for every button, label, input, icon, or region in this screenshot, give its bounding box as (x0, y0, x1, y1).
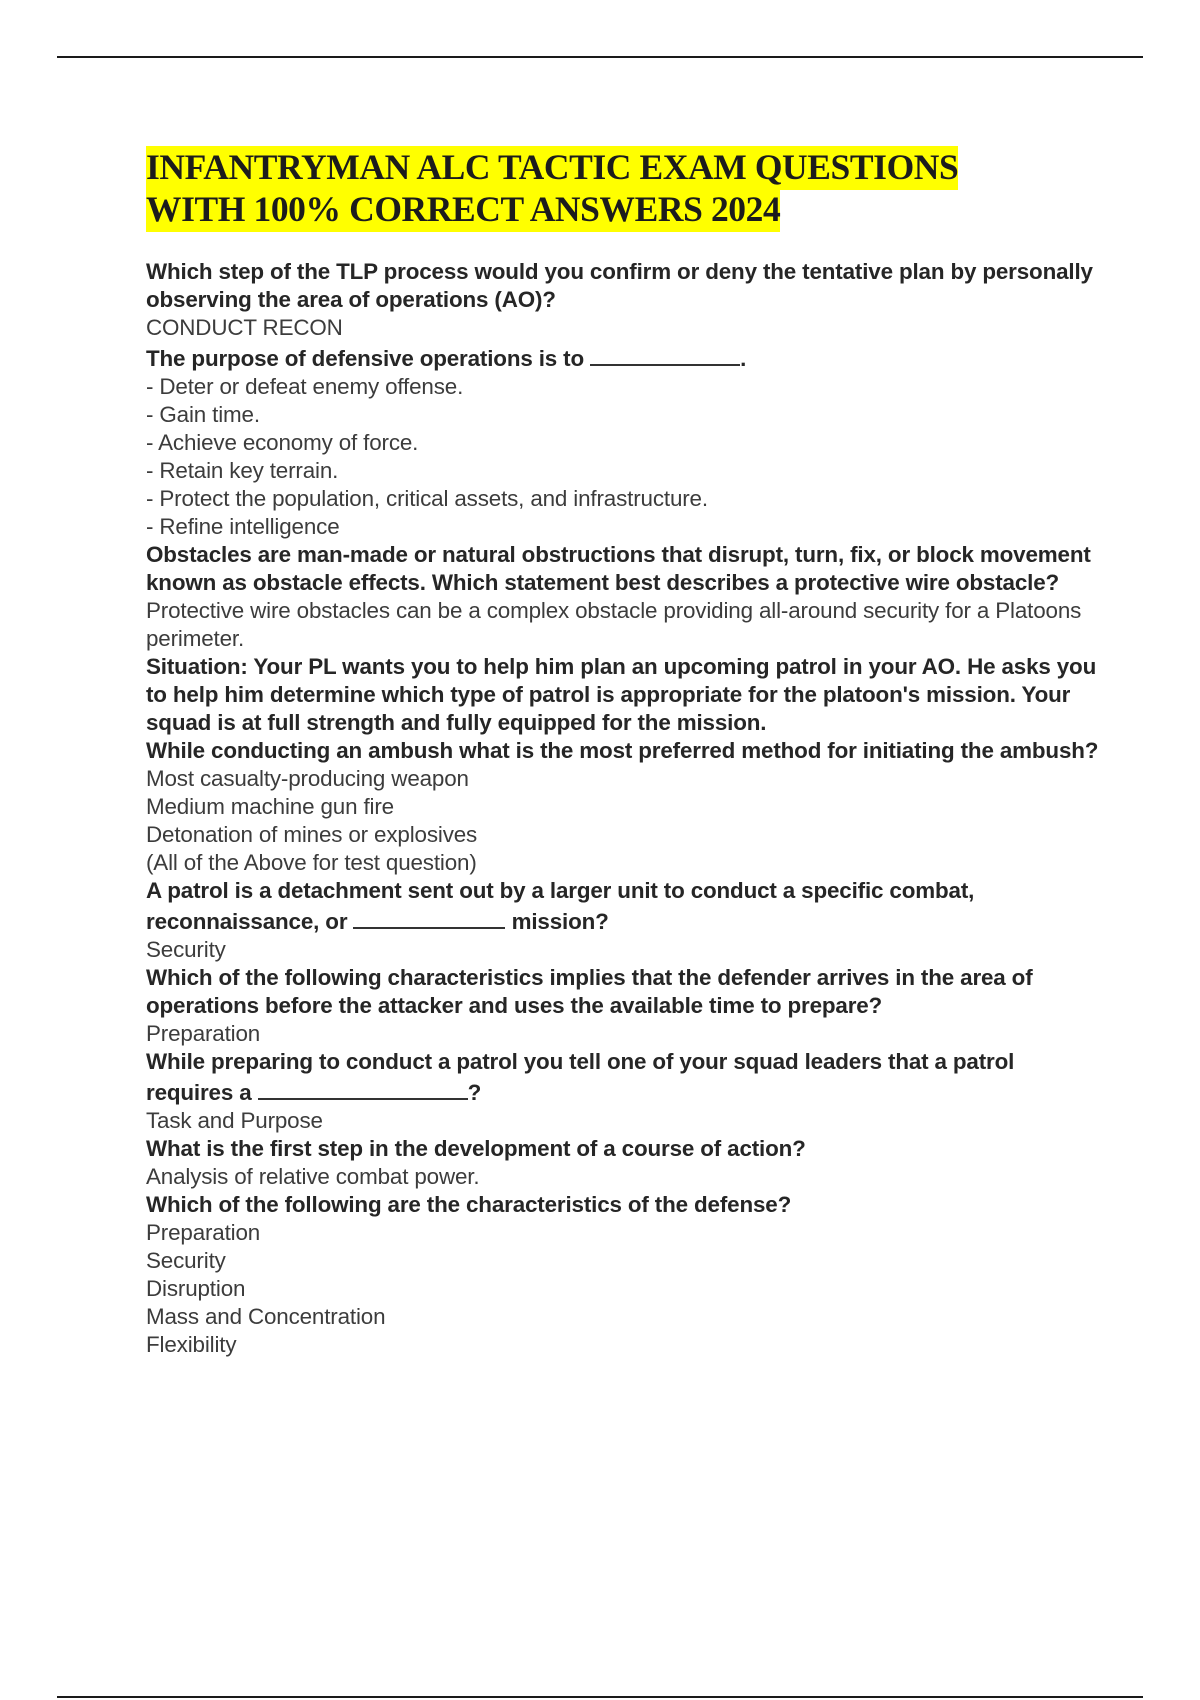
title-highlight (146, 188, 780, 232)
qa-item (146, 342, 1106, 541)
answer-text: - Gain time. (146, 402, 260, 427)
answer-text: Most casualty-producing weapon (146, 766, 469, 791)
question-text: Which of the following characteristics implies that the defender arrives in the area of operations before the attacker and uses the available time to prepare? (146, 965, 1033, 1018)
answer-text: Flexibility (146, 1332, 237, 1357)
footer-rule (57, 1696, 1143, 1698)
question-suffix: . (740, 346, 747, 371)
title-line-2: WITH 100% CORRECT ANSWERS 2024 (146, 189, 781, 229)
title-highlight (146, 146, 958, 190)
qa-item (146, 1135, 1106, 1191)
answer-text: Preparation (146, 1220, 261, 1245)
question-suffix: ? (467, 1080, 482, 1105)
answer-text: (All of the Above for test question) (146, 850, 477, 875)
qa-item (146, 737, 1106, 877)
question-suffix: mission? (511, 909, 609, 934)
answer-text: Detonation of mines or explosives (146, 822, 478, 847)
answer-text: - Achieve economy of force. (146, 430, 419, 455)
qa-item (146, 877, 1106, 964)
answer-text: Medium machine gun fire (146, 794, 394, 819)
answer-text: Security (146, 1248, 226, 1273)
header-rule (57, 56, 1143, 58)
answer-text: CONDUCT RECON (146, 315, 343, 340)
document-title (146, 146, 1046, 230)
fill-in-blank (258, 1076, 468, 1100)
question-text: Situation: Your PL wants you to help him plan an upcoming patrol in your AO. He asks you to help him determine which type of patrol is appropriate for the platoon's mission. Your squad is at full strength and fully equipped for the mission. (146, 654, 1097, 735)
answer-text: Protective wire obstacles can be a complex obstacle providing all-around security for a Platoons perimeter. (146, 598, 1082, 651)
question-text (146, 1048, 1106, 1107)
answer-text: Disruption (146, 1276, 246, 1301)
fill-in-blank (353, 905, 505, 929)
qa-list (146, 258, 1106, 1359)
title-line-1: INFANTRYMAN ALC TACTIC EXAM QUESTIONS (146, 147, 959, 187)
answer-text: Task and Purpose (146, 1108, 323, 1133)
answer-text: - Retain key terrain. (146, 458, 339, 483)
qa-item (146, 1191, 1106, 1359)
question-text (146, 342, 1106, 373)
qa-item (146, 964, 1106, 1048)
fill-in-blank (590, 342, 740, 366)
question-text: Which of the following are the characteristics of the defense? (146, 1192, 792, 1217)
question-text: Obstacles are man-made or natural obstructions that disrupt, turn, fix, or block movement known as obstacle effects. Which statement best describes a protective wire obstacle? (146, 542, 1091, 595)
qa-item (146, 1048, 1106, 1135)
answer-text: Security (146, 937, 226, 962)
question-prefix: While preparing to conduct a patrol you tell one of your squad leaders that a patrol requires a (146, 1049, 1015, 1105)
answer-text: Analysis of relative combat power. (146, 1164, 480, 1189)
answer-text: Preparation (146, 1021, 261, 1046)
question-text: While conducting an ambush what is the most preferred method for initiating the ambush? (146, 738, 1099, 763)
question-text: What is the first step in the development of a course of action? (146, 1136, 806, 1161)
answer-text: - Deter or defeat enemy offense. (146, 374, 464, 399)
qa-item (146, 258, 1106, 342)
question-prefix: A patrol is a detachment sent out by a larger unit to conduct a specific combat, reconnaissance, or (146, 878, 975, 934)
answer-text: - Protect the population, critical assets, and infrastructure. (146, 486, 708, 511)
question-text: Which step of the TLP process would you confirm or deny the tentative plan by personally observing the area of operations (AO)? (146, 259, 1093, 312)
qa-item (146, 653, 1106, 737)
qa-item (146, 541, 1106, 653)
answer-text: - Refine intelligence (146, 514, 340, 539)
question-prefix: The purpose of defensive operations is to (146, 346, 585, 371)
question-text (146, 877, 1106, 936)
answer-text: Mass and Concentration (146, 1304, 386, 1329)
